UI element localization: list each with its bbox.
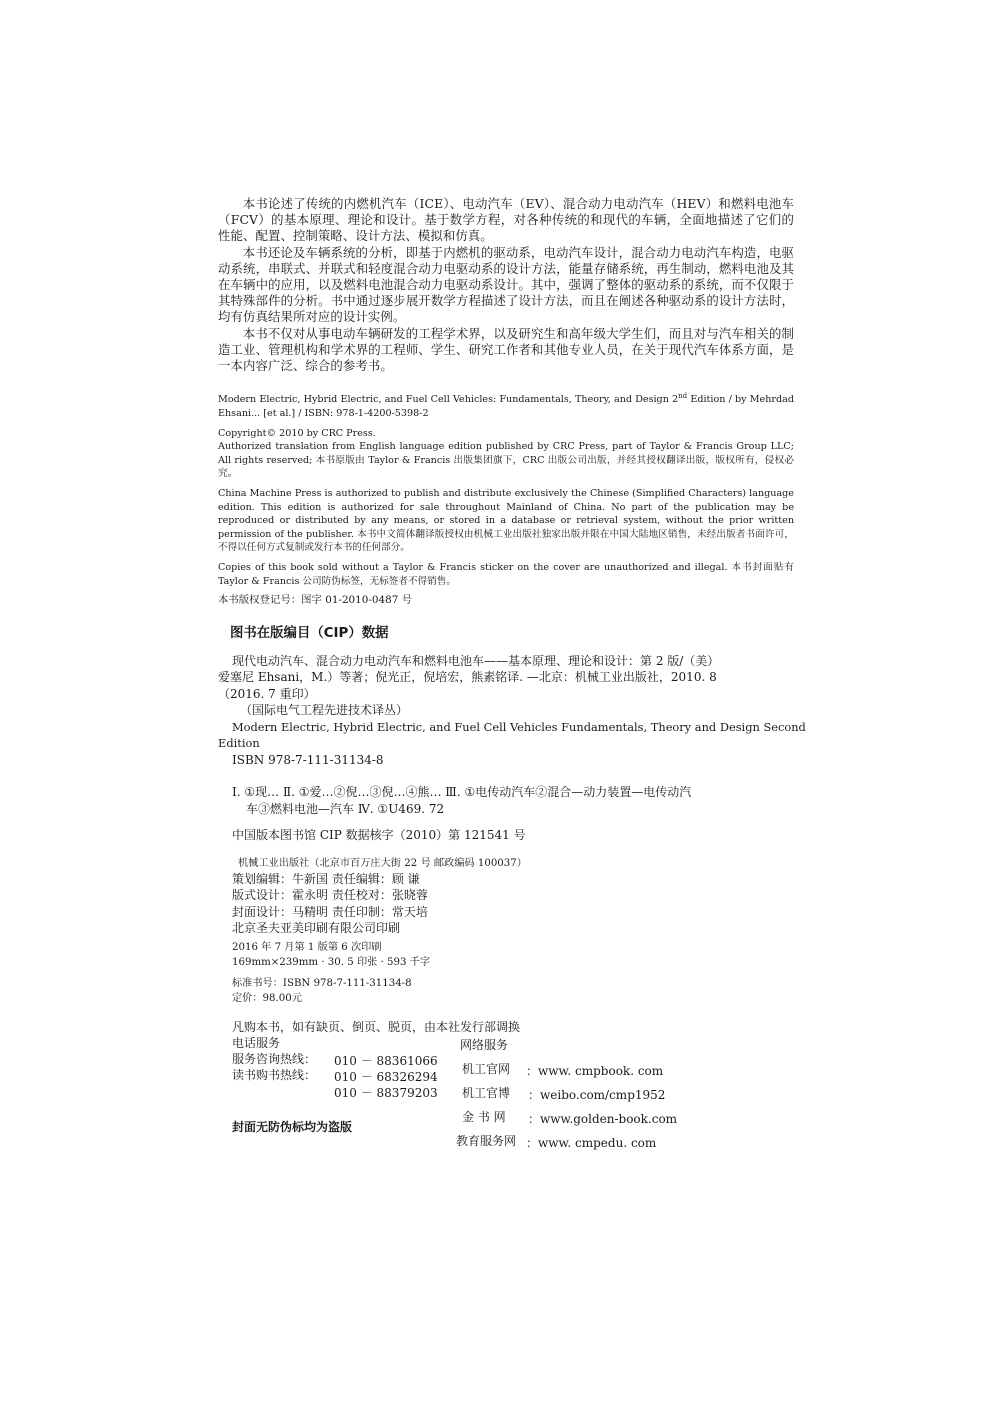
abstract-paragraph-2: 本书还论及车辆系统的分析，即基于内燃机的驱动系，电动汽车设计，混合动力电动汽车构造，电驱动系统，串联式、并联式和轻度混合动力电驱动系的设计方法，能量存储系统，再生制动，燃料电池及其在车辆中的应用，以及燃料电池混合动力电驱动系设计。其中，强调了整体的驱动系的系统，而不仅限于其特殊部件的分析。书中通过逐步展开数学方程描述了设计方法，而且在阐述各种驱动系的设计方法时，均有仿真结果所对应的设计实例。 bbox=[218, 244, 794, 325]
phone-service-heading: 电话服务 bbox=[232, 1036, 281, 1051]
cip-line-9: 车③燃料电池—汽车 Ⅳ. ①U469. 72 bbox=[246, 801, 445, 816]
imprint bbox=[218, 856, 794, 1007]
cip-line-5: Modern Electric, Hybrid Electric, and Fuel Cell Vehicles Fundamentals, Theory and Design Second bbox=[232, 719, 806, 734]
printer: 北京圣夫亚美印刷有限公司印刷 bbox=[232, 920, 401, 935]
site4-url[interactable]: ：www. cmpedu. com bbox=[526, 1136, 657, 1151]
site2-label: 机工官博 bbox=[462, 1086, 511, 1101]
original-title-rest: Edition / by Mehrdad Ehsani... [et al.] / ISBN: 978-1-4200-5398-2 bbox=[218, 394, 794, 420]
defect-notice: 凡购本书，如有缺页、倒页、脱页，由本社发行部调换 bbox=[232, 1020, 521, 1035]
consult-hotline-label: 服务咨询热线： bbox=[232, 1052, 317, 1067]
cip-line-4: （国际电气工程先进技术译丛） bbox=[240, 703, 409, 718]
cip-line-3: （2016. 7 重印） bbox=[218, 686, 316, 701]
isbn-line: 标准书号：ISBN 978-7-111-31134-8 bbox=[232, 978, 412, 990]
registration-number: 本书版权登记号：图字 01-2010-0487 号 bbox=[218, 594, 413, 607]
network-service-heading: 网络服务 bbox=[460, 1038, 509, 1053]
format-line: 169mm×239mm · 30. 5 印张 · 593 千字 bbox=[232, 957, 431, 969]
cip-isbn: ISBN 978-7-111-31134-8 bbox=[232, 752, 384, 767]
third-hotline-number: 010 － 88379203 bbox=[334, 1086, 438, 1101]
site3-label: 金 书 网 bbox=[462, 1110, 506, 1125]
editor-line-3: 封面设计：马精明 责任印制：常天培 bbox=[232, 904, 428, 919]
site1-label: 机工官网 bbox=[462, 1062, 511, 1077]
cip-data bbox=[218, 653, 806, 844]
copyright-line: Copyright© 2010 by CRC Press. bbox=[218, 427, 376, 439]
site3-url[interactable]: ：www.golden-book.com bbox=[528, 1112, 678, 1127]
reader-hotline-label: 读书购书热线： bbox=[232, 1068, 317, 1083]
editor-line-1: 策划编辑：牛新国 责任编辑：顾 谦 bbox=[232, 871, 420, 886]
site1-url[interactable]: ：www. cmpbook. com bbox=[526, 1064, 664, 1079]
cip-line-2: 爱塞尼 Ehsani，M.）等著；倪光正，倪培宏，熊素铭译. —北京：机械工业出版社，2010. 8 bbox=[218, 670, 717, 685]
cmp-statement: China Machine Press is authorized to publish and distribute exclusively the Chinese (Simplified Characters) language edition. This edition is authorized for sale throughout Mainland of China. No part of the publication may be reproduced or distributed by any means, or stored in a database or retrieval system, without the prior written permission of the publisher. 本书中文简体翻译版授权由机械工业出版社独家出版并限在中国大陆地区销售，未经出版者书面许可，不得以任何方式复制或发行本书的任何部分。 bbox=[218, 487, 794, 554]
original-title-text: Modern Electric, Hybrid Electric, and Fuel Cell Vehicles: Fundamentals, Theory, and Design 2 bbox=[218, 394, 679, 406]
site2-url[interactable]: ：weibo.com/cmp1952 bbox=[528, 1088, 666, 1103]
cip-line-8: Ⅰ. ①现… Ⅱ. ①爱…②倪…③倪…④熊… Ⅲ. ①电传动汽车②混合—动力装置—电传动汽 bbox=[232, 785, 692, 800]
copyright-page bbox=[218, 196, 806, 1168]
reader-hotline-number: 010 － 68326294 bbox=[334, 1070, 438, 1085]
edition-line: 2016 年 7 月第 1 版第 6 次印刷 bbox=[232, 942, 382, 954]
authorized-translation: Authorized translation from English language edition published by CRC Press, part of Taylor & Francis Group LLC; All rights reserved; 本书原版由 Taylor & Francis 出版集团旗下，CRC 出版公司出版，并经其授权翻译出版，版权所有，侵权必究。 bbox=[218, 441, 794, 480]
original-title bbox=[218, 390, 794, 420]
abstract-paragraph-1: 本书论述了传统的内燃机汽车（ICE）、电动汽车（EV）、混合动力电动汽车（HEV）和燃料电池车（FCV）的基本原理、理论和设计。基于数学方程，对各种传统的和现代的车辆，全面地描述了它们的性能、配置、控制策略、设计方法、模拟和仿真。 bbox=[218, 196, 794, 244]
service-block bbox=[218, 1018, 794, 1168]
site4-label: 教育服务网 bbox=[456, 1134, 517, 1149]
publisher-address: 机械工业出版社（北京市百万庄大街 22 号 邮政编码 100037） bbox=[238, 857, 527, 869]
original-title-sup: nd bbox=[678, 392, 688, 401]
anti-counterfeit-notice: 封面无防伪标均为盗版 bbox=[232, 1120, 353, 1135]
abstract-paragraph-3: 本书不仅对从事电动车辆研发的工程学术界，以及研究生和高年级大学生们，而且对与汽车相关的制造工业、管理机构和学术界的工程师、学生、研究工作者和其他专业人员，在关于现代汽车体系方面，是一本内容广泛、综合的参考书。 bbox=[218, 325, 794, 374]
book-abstract bbox=[218, 196, 794, 374]
editor-line-2: 版式设计：霍永明 责任校对：张晓蓉 bbox=[232, 888, 428, 903]
consult-hotline-number: 010 － 88361066 bbox=[334, 1054, 438, 1069]
cip-title: 图书在版编目（CIP）数据 bbox=[230, 625, 389, 641]
sticker-statement: Copies of this book sold without a Taylor & Francis sticker on the cover are unauthorized and illegal. 本书封面贴有 Taylor & Francis 公司防伪标签，无标签者不得销售。 bbox=[218, 561, 794, 587]
price-line: 定价：98.00元 bbox=[232, 993, 302, 1005]
cip-line-6: Edition bbox=[218, 736, 260, 751]
cip-line-1: 现代电动汽车、混合动力电动汽车和燃料电池车——基本原理、理论和设计：第 2 版/（美） bbox=[232, 653, 720, 668]
cip-core-number: 中国版本图书馆 CIP 数据核字（2010）第 121541 号 bbox=[232, 828, 526, 843]
rights-section bbox=[218, 390, 794, 608]
